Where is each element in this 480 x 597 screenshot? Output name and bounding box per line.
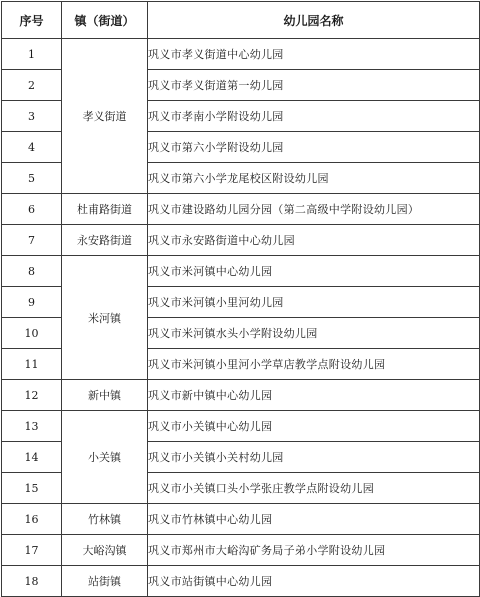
seq-cell: 4 [2, 132, 62, 163]
header-row [2, 2, 480, 39]
kindergarten-name-cell: 巩义市孝义街道第一幼儿园 [148, 70, 480, 101]
table-row [2, 566, 480, 597]
header-street: 镇（街道） [62, 2, 148, 39]
kindergarten-name-cell: 巩义市第六小学附设幼儿园 [148, 132, 480, 163]
street-cell: 新中镇 [62, 380, 148, 411]
seq-cell: 7 [2, 225, 62, 256]
seq-cell: 14 [2, 442, 62, 473]
street-cell: 大峪沟镇 [62, 535, 148, 566]
kindergarten-name-cell: 巩义市米河镇水头小学附设幼儿园 [148, 318, 480, 349]
seq-cell: 5 [2, 163, 62, 194]
seq-cell: 15 [2, 473, 62, 504]
table-row [2, 39, 480, 70]
kindergarten-name-cell: 巩义市站街镇中心幼儿园 [148, 566, 480, 597]
seq-cell: 16 [2, 504, 62, 535]
street-cell: 孝义街道 [62, 39, 148, 194]
street-cell: 永安路街道 [62, 225, 148, 256]
table-row [2, 504, 480, 535]
seq-cell: 2 [2, 70, 62, 101]
table-row [2, 411, 480, 442]
kindergarten-name-cell: 巩义市永安路街道中心幼儿园 [148, 225, 480, 256]
kindergarten-name-cell: 巩义市米河镇中心幼儿园 [148, 256, 480, 287]
kindergarten-name-cell: 巩义市米河镇小里河小学草店教学点附设幼儿园 [148, 349, 480, 380]
kindergarten-name-cell: 巩义市郑州市大峪沟矿务局子弟小学附设幼儿园 [148, 535, 480, 566]
kindergarten-name-cell: 巩义市第六小学龙尾校区附设幼儿园 [148, 163, 480, 194]
table-row [2, 194, 480, 225]
seq-cell: 9 [2, 287, 62, 318]
table-row [2, 256, 480, 287]
kindergarten-name-cell: 巩义市建设路幼儿园分园（第二高级中学附设幼儿园） [148, 194, 480, 225]
street-cell: 米河镇 [62, 256, 148, 380]
street-cell: 站街镇 [62, 566, 148, 597]
kindergarten-name-cell: 巩义市小关镇中心幼儿园 [148, 411, 480, 442]
kindergarten-name-cell: 巩义市孝义街道中心幼儿园 [148, 39, 480, 70]
kindergarten-name-cell: 巩义市小关镇口头小学张庄教学点附设幼儿园 [148, 473, 480, 504]
table-row [2, 225, 480, 256]
seq-cell: 8 [2, 256, 62, 287]
seq-cell: 1 [2, 39, 62, 70]
header-seq: 序号 [2, 2, 62, 39]
seq-cell: 10 [2, 318, 62, 349]
street-cell: 杜甫路街道 [62, 194, 148, 225]
street-cell: 小关镇 [62, 411, 148, 504]
seq-cell: 11 [2, 349, 62, 380]
seq-cell: 6 [2, 194, 62, 225]
header-name: 幼儿园名称 [148, 2, 480, 39]
seq-cell: 13 [2, 411, 62, 442]
seq-cell: 12 [2, 380, 62, 411]
seq-cell: 3 [2, 101, 62, 132]
kindergarten-name-cell: 巩义市小关镇小关村幼儿园 [148, 442, 480, 473]
kindergarten-name-cell: 巩义市米河镇小里河幼儿园 [148, 287, 480, 318]
table-row [2, 380, 480, 411]
kindergarten-name-cell: 巩义市新中镇中心幼儿园 [148, 380, 480, 411]
kindergarten-name-cell: 巩义市孝南小学附设幼儿园 [148, 101, 480, 132]
kindergarten-name-cell: 巩义市竹林镇中心幼儿园 [148, 504, 480, 535]
street-cell: 竹林镇 [62, 504, 148, 535]
table-row [2, 535, 480, 566]
seq-cell: 18 [2, 566, 62, 597]
kindergarten-table [1, 1, 480, 597]
seq-cell: 17 [2, 535, 62, 566]
